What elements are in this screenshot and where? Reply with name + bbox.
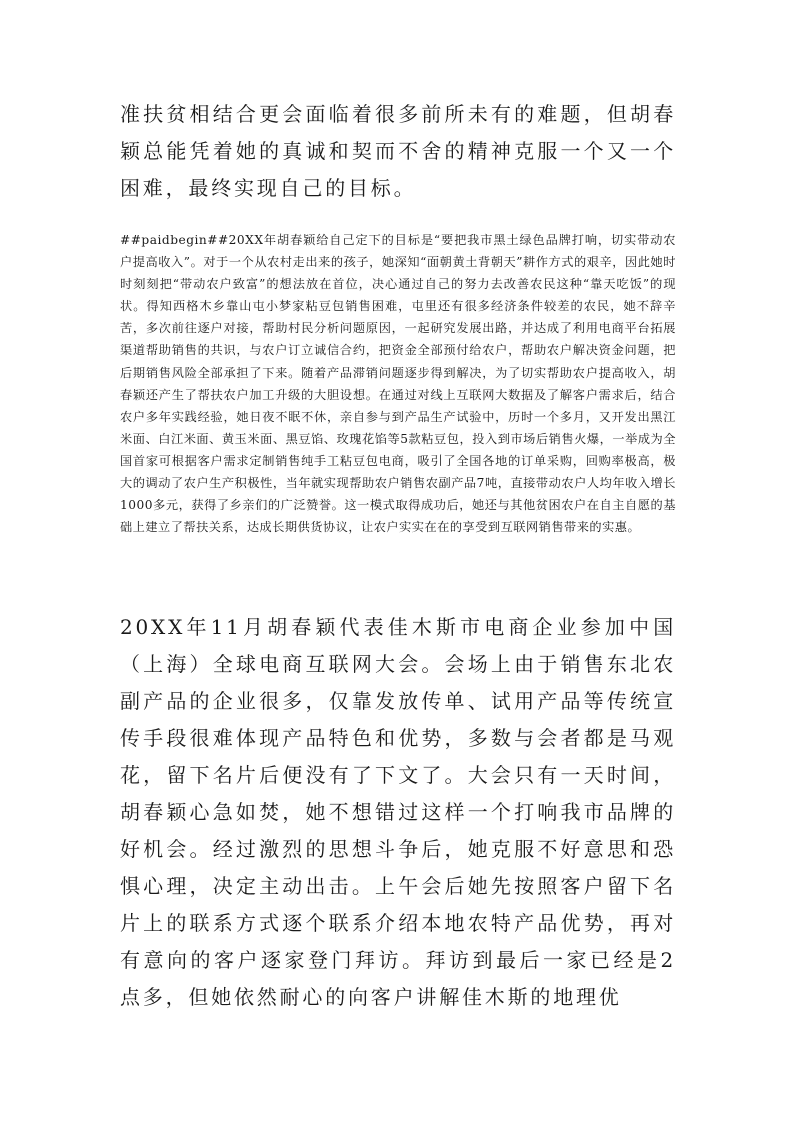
paragraph-goal: ##paidbegin##20XX年胡春颖给自己定下的目标是“要把我市黑土绿色品牌打响，切实带动农户提高收入”。对于一个从农村走出来的孩子，她深知“面朝黄土背朝天”耕作方式的艰辛，因此她时时刻刻把“带动农户致富”的想法放在首位，决心通过自己的努力去改善农民这种“靠天吃饭”的现状。得知西格木乡靠山屯小梦家粘豆包销售困难，屯里还有很多经济条件较差的农民，她不辞辛苦，多次前往逐户对接，帮助村民分析问题原因，一起研究发展出路，并达成了利用电商平台拓展渠道帮助销售的共识，与农户订立诚信合约，把资金全部预付给农户，帮助农户解决资金问题，把后期销售风险全部承担了下来。随着产品滞销问题逐步得到解决，为了切实帮助农户提高收入，胡春颖还产生了帮扶农户加工升级的大胆设想。在通过对线上互联网大数据及了解客户需求后，结合农户多年实践经验，她日夜不眠不休，亲自参与到产品生产试验中，历时一个多月，又开发出黑江米面、白江米面、黄玉米面、黑豆馅、玫瑰花馅等5款粘豆包，投入到市场后销售火爆，一举成为全国首家可根据客户需求定制销售纯手工粘豆包电商，吸引了全国各地的订单采购，回购率极高，极大的调动了农户生产积极性，当年就实现帮助农户销售农副产品7吨，直接带动农户人均年收入增长1000多元，获得了乡亲们的广泛赞誉。这一模式取得成功后，她还与其他贫困农户在自主自愿的基础上建立了帮扶关系，达成长期供货协议，让农户实实在在的享受到互联网销售带来的实惠。 bbox=[120, 233, 676, 535]
paragraph-conference: 20XX年11月胡春颖代表佳木斯市电商企业参加中国（上海）全球电商互联网大会。会场上由于销售东北农副产品的企业很多，仅靠发放传单、试用产品等传统宣传手段很难体现产品特色和优势，多数与会者都是马观花，留下名片后便没有了下文了。大会只有一天时间，胡春颖心急如焚，她不想错过这样一个打响我市品牌的好机会。经过激烈的思想斗争后，她克服不好意思和恐惧心理，决定主动出击。上午会后她先按照客户留下名片上的联系方式逐个联系介绍本地农特产品优势，再对有意向的客户逐家登门拜访。拜访到最后一家已经是2点多，但她依然耐心的向客户讲解佳木斯的地理优 bbox=[120, 615, 676, 1009]
paragraph-intro: 准扶贫相结合更会面临着很多前所未有的难题，但胡春颖总能凭着她的真诚和契而不舍的精神克服一个又一个困难，最终实现自己的目标。 bbox=[120, 102, 676, 200]
